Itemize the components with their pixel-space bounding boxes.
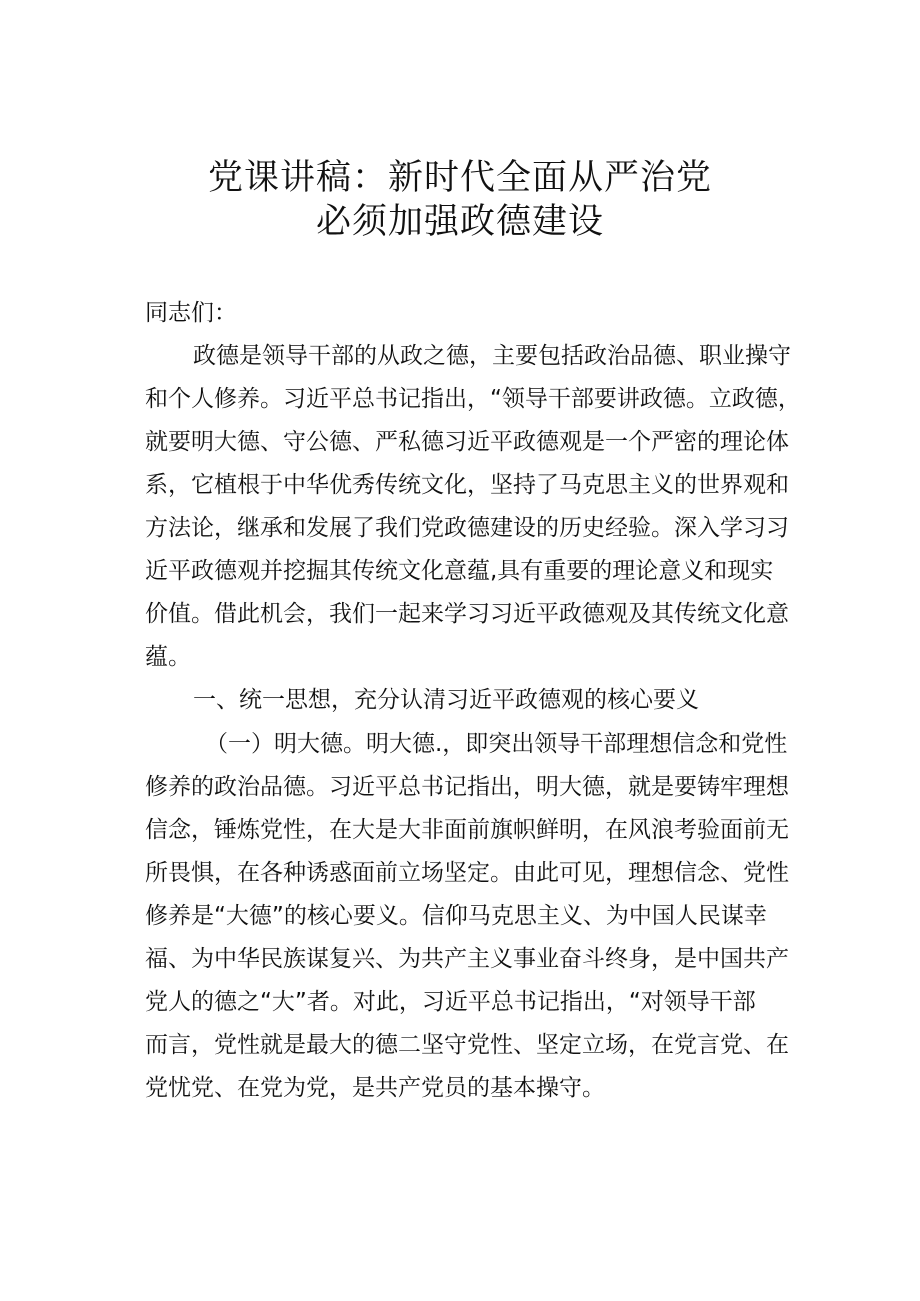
subsection-line: （一）明大德。明大德.，即突出领导干部理想信念和党性 xyxy=(205,731,788,757)
paragraph-line: 和个人修养。习近平总书记指出，“领导干部要讲政德。立政德， xyxy=(145,386,801,412)
document-title-line-1: 党课讲稿：新时代全面从严治党 xyxy=(207,158,712,198)
paragraph-line: 方法论，继承和发展了我们党政德建设的历史经验。深入学习习 xyxy=(145,515,789,541)
paragraph-line: 价值。借此机会，我们一起来学习习近平政德观及其传统文化意 xyxy=(145,601,789,627)
paragraph-line: 修养是“大德”的核心要义。信仰马克思主义、为中国人民谋幸 xyxy=(145,903,767,929)
paragraph-line: 福、为中华民族谋复兴、为共产主义事业奋斗终身，是中国共产 xyxy=(145,946,789,972)
section-heading: 一、统一思想，充分认清习近平政德观的核心要义 xyxy=(193,687,699,713)
paragraph-line: 蕴。 xyxy=(145,644,191,670)
paragraph-line: 政德是领导干部的从政之德，主要包括政治品德、职业操守 xyxy=(193,343,791,369)
document-title-line-2: 必须加强政德建设 xyxy=(315,202,604,242)
paragraph-line: 信念，锤炼党性，在大是大非面前旗帜鲜明，在风浪考验面前无 xyxy=(145,817,789,843)
paragraph-line: 党人的德之“大”者。对此，习近平总书记指出，“对领导干部 xyxy=(145,989,756,1015)
paragraph-line: 所畏惧，在各种诱惑面前立场坚定。由此可见，理想信念、党性 xyxy=(145,860,789,886)
paragraph-line: 系，它植根于中华优秀传统文化，坚持了马克思主义的世界观和 xyxy=(145,472,789,498)
paragraph-line: 而言，党性就是最大的德二坚守党性、坚定立场，在党言党、在 xyxy=(145,1032,789,1058)
paragraph-line: 近平政德观并挖掘其传统文化意蕴,具有重要的理论意义和现实 xyxy=(145,558,774,584)
paragraph-line: 党忧党、在党为党，是共产党员的基本操守。 xyxy=(145,1075,605,1101)
paragraph-line: 修养的政治品德。习近平总书记指出，明大德，就是要铸牢理想 xyxy=(145,774,789,800)
paragraph-line: 就要明大德、守公德、严私德习近平政德观是一个严密的理论体 xyxy=(145,429,789,455)
salutation: 同志们： xyxy=(145,300,237,326)
